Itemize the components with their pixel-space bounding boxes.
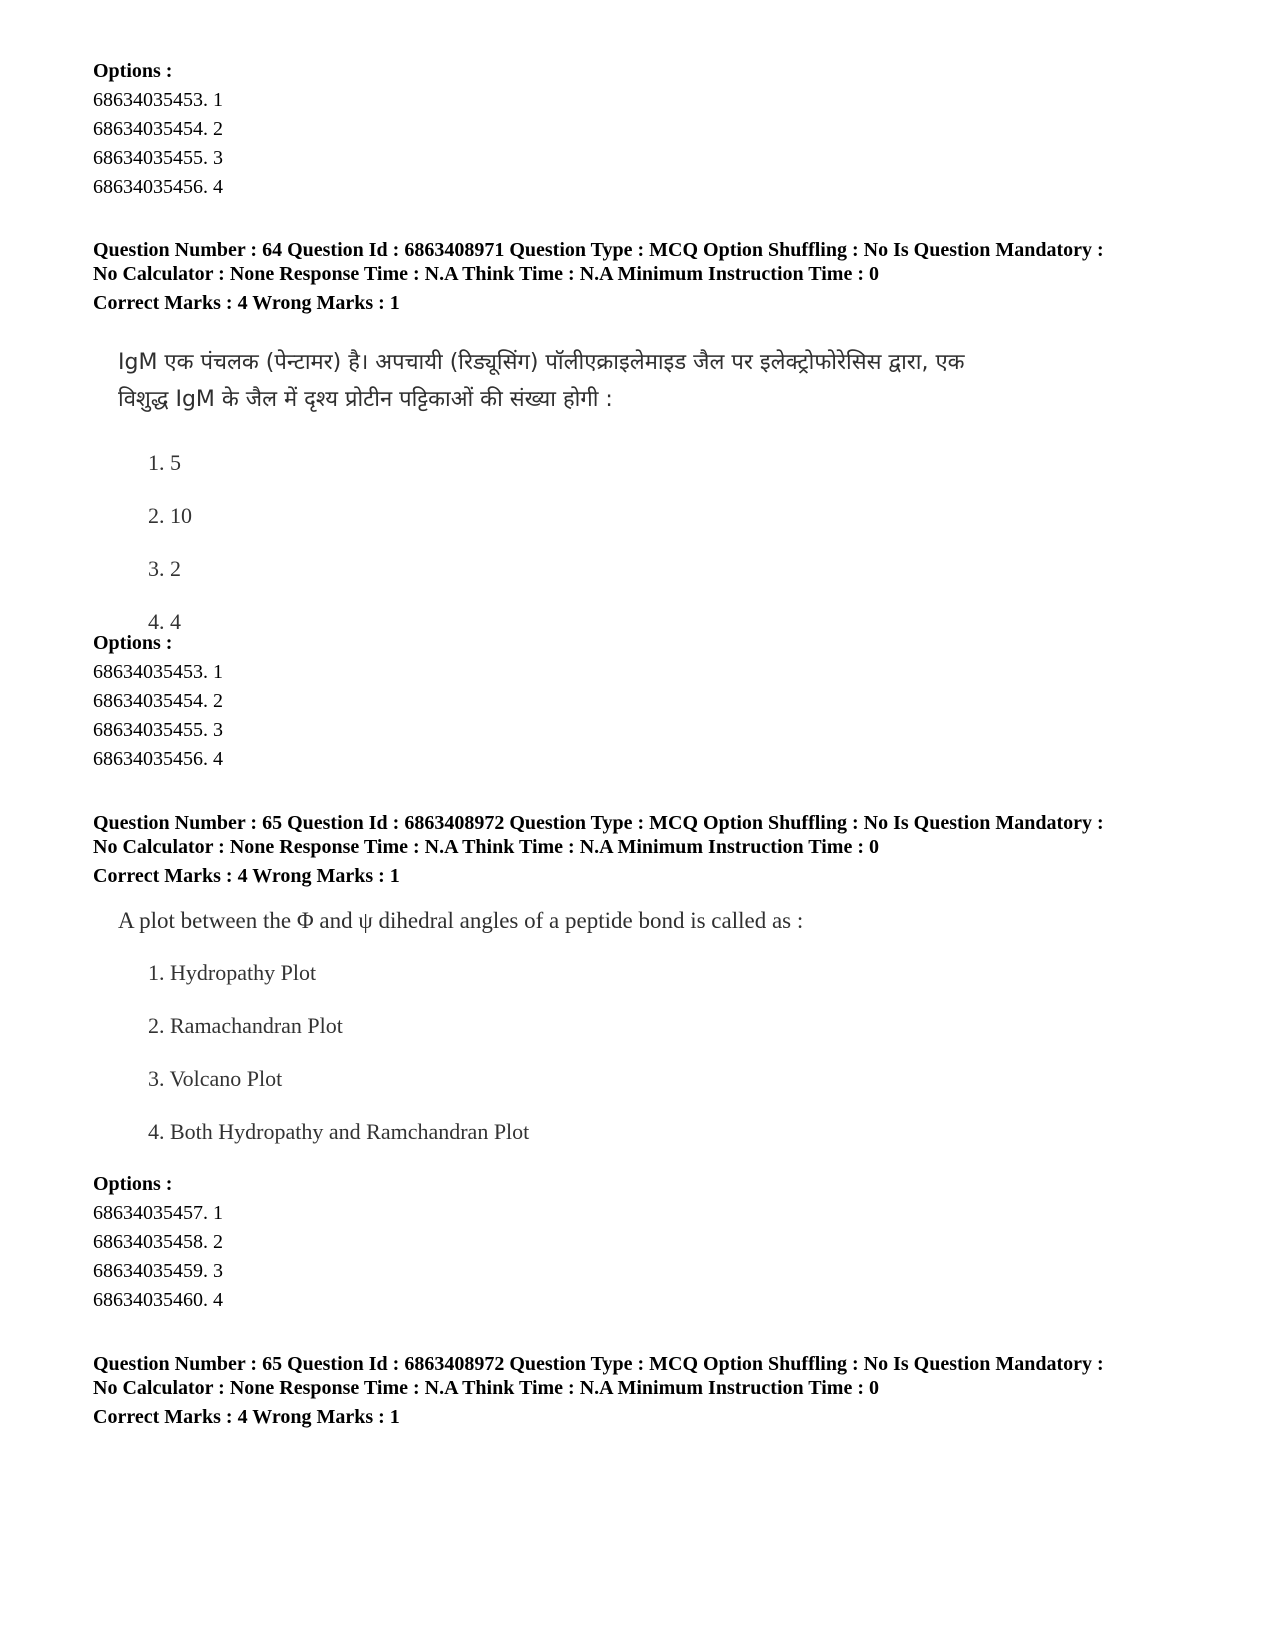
option-line: 68634035458. 2 — [93, 1231, 223, 1253]
question-65-header — [93, 811, 1213, 888]
question-marks: Correct Marks : 4 Wrong Marks : 1 — [93, 865, 400, 887]
choice-item: 2. 10 — [148, 503, 192, 528]
question-65-body — [118, 904, 1178, 1147]
option-line: 68634035453. 1 — [93, 89, 223, 111]
option-line: 68634035459. 3 — [93, 1260, 223, 1282]
choice-item: 4. 4 — [148, 609, 181, 634]
question-meta-line: Question Number : 64 Question Id : 6863408971 Question Type : MCQ Option Shuffling : No Is Question Mandatory : — [93, 239, 1104, 261]
choice-item: 1. Hydropathy Plot — [148, 960, 317, 985]
question-65-repeat-header — [93, 1352, 1213, 1429]
question-64-header — [93, 238, 1213, 315]
options-label: Options : — [93, 1173, 173, 1195]
question-meta-line: No Calculator : None Response Time : N.A Think Time : N.A Minimum Instruction Time : 0 — [93, 836, 879, 858]
question-meta-line: Question Number : 65 Question Id : 6863408972 Question Type : MCQ Option Shuffling : No Is Question Mandatory : — [93, 812, 1104, 834]
question-meta-line: No Calculator : None Response Time : N.A Think Time : N.A Minimum Instruction Time : 0 — [93, 1377, 879, 1399]
question-text: IgM एक पंचलक (पेन्टामर) है। अपचायी (रिड्यूसिंग) पॉलीएक्राइलेमाइड जैल पर इलेक्ट्रोफोरेसिस द्वारा, एक — [118, 350, 965, 375]
question-text: विशुद्ध IgM के जैल में दृश्य प्रोटीन पट्टिकाओं की संख्या होगी : — [118, 387, 613, 412]
question-64-body — [118, 344, 1178, 637]
question-marks: Correct Marks : 4 Wrong Marks : 1 — [93, 292, 400, 314]
question-text: A plot between the Φ and ψ dihedral angles of a peptide bond is called as : — [118, 908, 804, 933]
choice-item: 3. Volcano Plot — [148, 1066, 283, 1091]
options-block-65 — [93, 1170, 1213, 1315]
question-choices — [118, 958, 1178, 1147]
options-block-64 — [93, 629, 1213, 774]
choice-item: 4. Both Hydropathy and Ramchandran Plot — [148, 1119, 530, 1144]
option-line: 68634035455. 3 — [93, 147, 223, 169]
option-line: 68634035454. 2 — [93, 118, 223, 140]
options-block-1 — [93, 57, 1213, 202]
options-label: Options : — [93, 632, 173, 654]
option-line: 68634035456. 4 — [93, 176, 223, 198]
option-line: 68634035456. 4 — [93, 748, 223, 770]
option-line: 68634035457. 1 — [93, 1202, 223, 1224]
question-marks: Correct Marks : 4 Wrong Marks : 1 — [93, 1406, 400, 1428]
options-label: Options : — [93, 60, 173, 82]
choice-item: 2. Ramachandran Plot — [148, 1013, 343, 1038]
question-choices — [118, 448, 1178, 637]
question-meta-line: No Calculator : None Response Time : N.A Think Time : N.A Minimum Instruction Time : 0 — [93, 263, 879, 285]
option-line: 68634035455. 3 — [93, 719, 223, 741]
choice-item: 1. 5 — [148, 450, 181, 475]
question-meta-line: Question Number : 65 Question Id : 6863408972 Question Type : MCQ Option Shuffling : No Is Question Mandatory : — [93, 1353, 1104, 1375]
option-line: 68634035453. 1 — [93, 661, 223, 683]
option-line: 68634035460. 4 — [93, 1289, 223, 1311]
choice-item: 3. 2 — [148, 556, 181, 581]
option-line: 68634035454. 2 — [93, 690, 223, 712]
